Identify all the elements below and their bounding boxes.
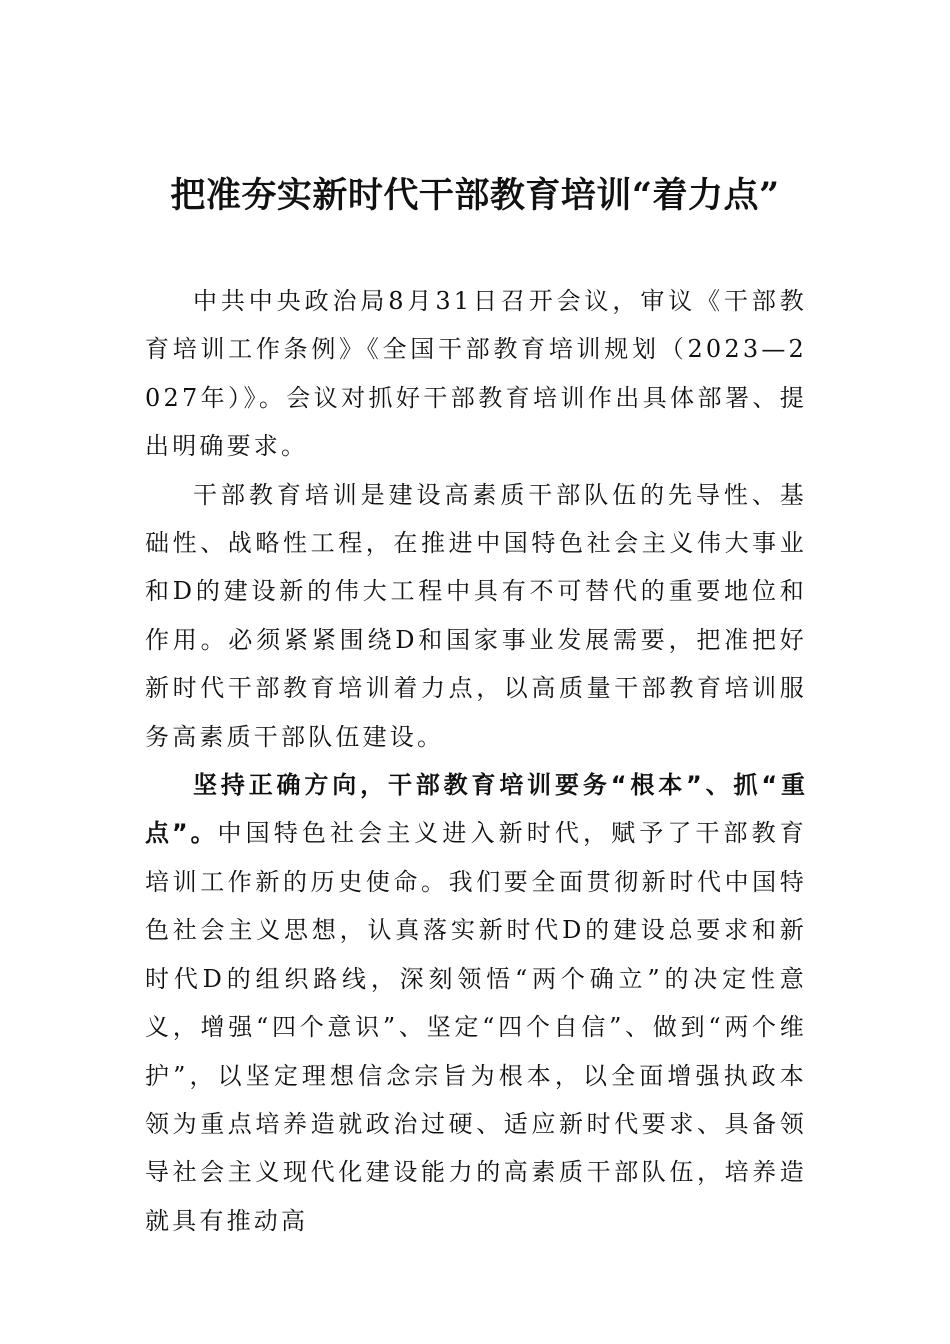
paragraph-3 (145, 761, 807, 1245)
paragraph-1 (145, 277, 807, 471)
paragraph-1-text: 中共中央政治局8月31日召开会议，审议《干部教育培训工作条例》《全国干部教育培训规划（2023—2027年）》。会议对抓好干部教育培训作出具体部署、提出明确要求。 (145, 287, 807, 461)
document-body (145, 277, 807, 1245)
paragraph-2 (145, 471, 807, 761)
paragraph-3-lead: 坚持正确方向，干部教育培训要务“根本”、抓“重点”。 (145, 771, 807, 848)
document-title: 把准夯实新时代干部教育培训“着力点” (170, 175, 780, 216)
paragraph-2-text: 干部教育培训是建设高素质干部队伍的先导性、基础性、战略性工程，在推进中国特色社会主义伟大事业和D的建设新的伟大工程中具有不可替代的重要地位和作用。必须紧紧围绕D和国家事业发展需要，把准把好新时代干部教育培训着力点，以高质量干部教育培训服务高素质干部队伍建设。 (145, 480, 807, 751)
paragraph-3-text: 中国特色社会主义进入新时代，赋予了干部教育培训工作新的历史使命。我们要全面贯彻新时代中国特色社会主义思想，认真落实新时代D的建设总要求和新时代D的组织路线，深刻领悟“两个确立”的决定性意义，增强“四个意识”、坚定“四个自信”、做到“两个维护”，以坚定理想信念宗旨为根本，以全面增强执政本领为重点培养造就政治过硬、适应新时代要求、具备领导社会主义现代化建设能力的高素质干部队伍，培养造就具有推动高 (145, 819, 807, 1235)
